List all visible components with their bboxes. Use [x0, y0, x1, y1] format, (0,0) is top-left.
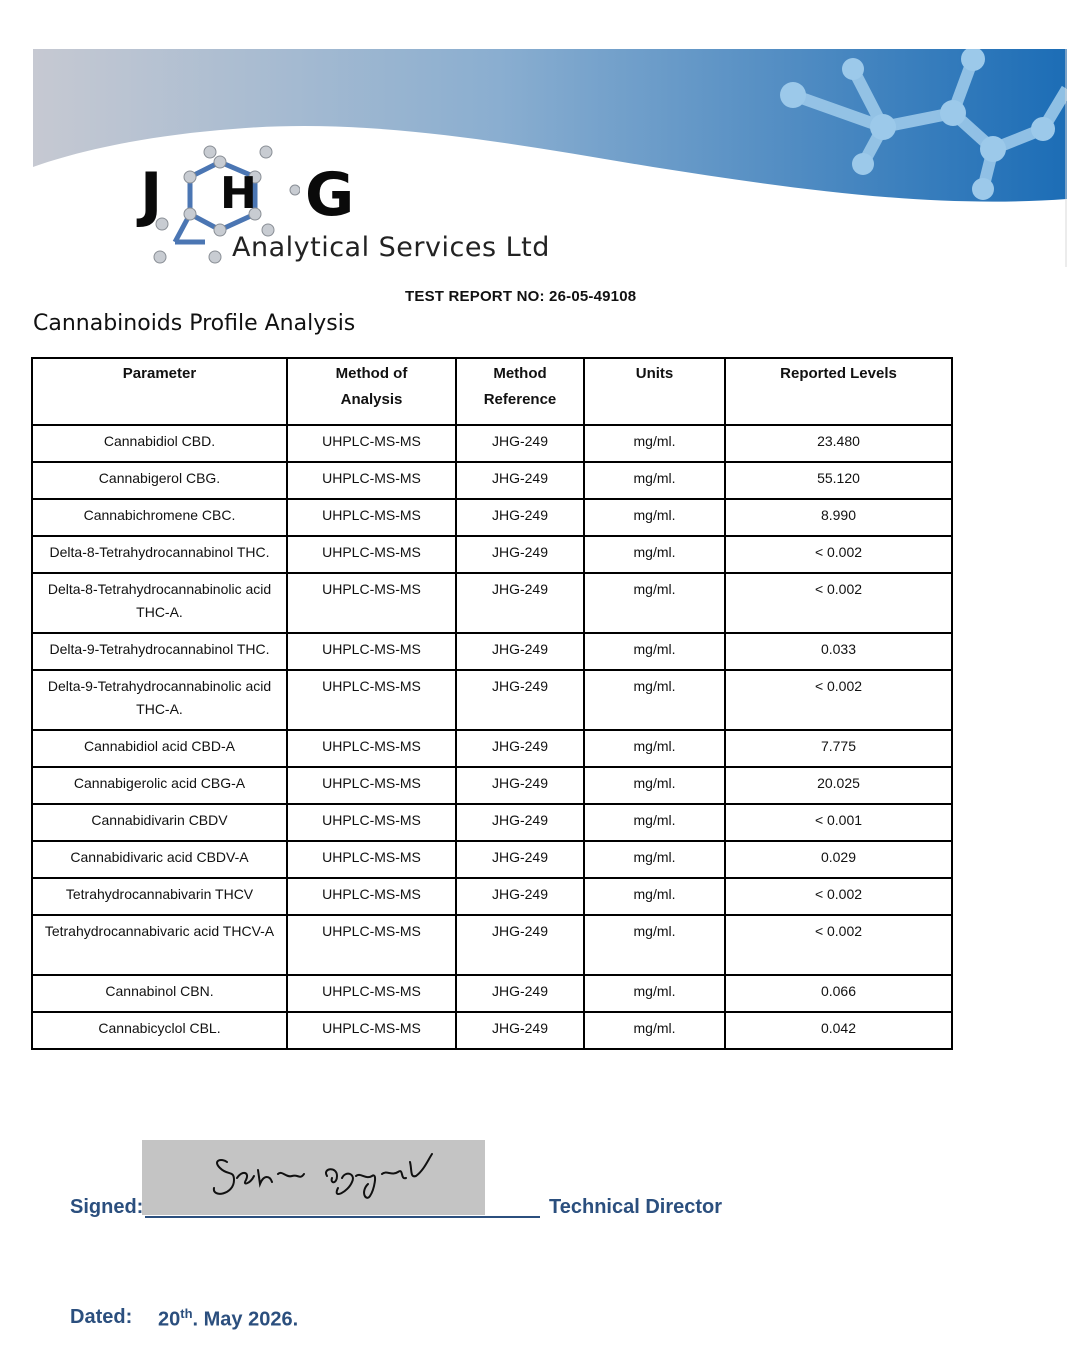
table-row: [32, 878, 952, 915]
report-number: TEST REPORT NO: 26-05-49108: [405, 288, 637, 305]
table-row: [32, 499, 952, 536]
cell-parameter: Cannabigerol CBG.: [32, 462, 287, 499]
table-row: [32, 633, 952, 670]
cell-level: < 0.001: [725, 804, 952, 841]
cell-reference: JHG-249: [456, 670, 584, 730]
table-row: [32, 1012, 952, 1049]
cell-level: < 0.002: [725, 536, 952, 573]
cell-reference: JHG-249: [456, 841, 584, 878]
cell-method: UHPLC-MS-MS: [287, 1012, 456, 1049]
header-method: [287, 358, 456, 425]
page-title: Cannabinoids Profile Analysis: [33, 311, 356, 336]
logo-letter-h: H: [220, 168, 257, 219]
cell-level: 23.480: [725, 425, 952, 462]
cell-units: mg/ml.: [584, 767, 725, 804]
cell-level: 0.033: [725, 633, 952, 670]
cell-parameter: Cannabidivarin CBDV: [32, 804, 287, 841]
cell-method: UHPLC-MS-MS: [287, 462, 456, 499]
cell-level: < 0.002: [725, 670, 952, 730]
table-row: [32, 425, 952, 462]
table-row: [32, 573, 952, 633]
logo-subtitle: Analytical Services Ltd: [232, 232, 550, 263]
cell-reference: JHG-249: [456, 767, 584, 804]
cell-method: UHPLC-MS-MS: [287, 804, 456, 841]
cell-parameter: Cannabinol CBN.: [32, 975, 287, 1012]
table-header-row: [32, 358, 952, 425]
cell-reference: JHG-249: [456, 730, 584, 767]
cell-level: 8.990: [725, 499, 952, 536]
dated-label: Dated:: [70, 1306, 133, 1328]
cell-parameter: Tetrahydrocannabivarin THCV: [32, 878, 287, 915]
cell-level: 55.120: [725, 462, 952, 499]
logo-letter-j: J: [140, 160, 163, 230]
header-reference-line2: Reference: [483, 391, 557, 408]
cell-parameter: Cannabidivaric acid CBDV-A: [32, 841, 287, 878]
cell-units: mg/ml.: [584, 425, 725, 462]
cell-level: < 0.002: [725, 915, 952, 975]
table-row: [32, 915, 952, 975]
cell-reference: JHG-249: [456, 462, 584, 499]
header-levels: Reported Levels: [725, 358, 952, 425]
cell-method: UHPLC-MS-MS: [287, 730, 456, 767]
header-parameter: Parameter: [32, 358, 287, 425]
cell-level: 7.775: [725, 730, 952, 767]
cell-method: UHPLC-MS-MS: [287, 499, 456, 536]
cell-parameter: Delta-9-Tetrahydrocannabinol THC.: [32, 633, 287, 670]
cell-units: mg/ml.: [584, 804, 725, 841]
cell-parameter: Delta-8-Tetrahydrocannabinolic acid THC-A.: [32, 573, 287, 633]
cell-method: UHPLC-MS-MS: [287, 915, 456, 975]
cell-parameter: Delta-8-Tetrahydrocannabinol THC.: [32, 536, 287, 573]
table-row: [32, 730, 952, 767]
cell-units: mg/ml.: [584, 841, 725, 878]
table-row: [32, 841, 952, 878]
cell-units: mg/ml.: [584, 633, 725, 670]
cell-units: mg/ml.: [584, 975, 725, 1012]
cell-parameter: Cannabichromene CBC.: [32, 499, 287, 536]
cell-reference: JHG-249: [456, 804, 584, 841]
header-reference-line1: Method: [493, 365, 547, 382]
table-row: [32, 670, 952, 730]
cell-method: UHPLC-MS-MS: [287, 633, 456, 670]
cell-units: mg/ml.: [584, 462, 725, 499]
dated-value: [158, 1306, 298, 1332]
cell-reference: JHG-249: [456, 425, 584, 462]
cell-parameter: Tetrahydrocannabivaric acid THCV-A: [32, 915, 287, 975]
cell-reference: JHG-249: [456, 536, 584, 573]
cell-units: mg/ml.: [584, 730, 725, 767]
cell-level: < 0.002: [725, 878, 952, 915]
table-row: [32, 536, 952, 573]
dated-suffix: th: [180, 1306, 193, 1321]
cell-units: mg/ml.: [584, 670, 725, 730]
cell-method: UHPLC-MS-MS: [287, 425, 456, 462]
cell-method: UHPLC-MS-MS: [287, 841, 456, 878]
cell-level: 20.025: [725, 767, 952, 804]
cell-method: UHPLC-MS-MS: [287, 975, 456, 1012]
cell-parameter: Cannabidiol CBD.: [32, 425, 287, 462]
cell-reference: JHG-249: [456, 975, 584, 1012]
cell-reference: JHG-249: [456, 573, 584, 633]
table-row: [32, 975, 952, 1012]
cell-parameter: Cannabidiol acid CBD-A: [32, 730, 287, 767]
cell-parameter: Cannabicyclol CBL.: [32, 1012, 287, 1049]
header-method-line1: Method of: [335, 365, 408, 382]
table-row: [32, 462, 952, 499]
cell-units: mg/ml.: [584, 1012, 725, 1049]
cell-level: 0.066: [725, 975, 952, 1012]
cell-parameter: Delta-9-Tetrahydrocannabinolic acid THC-A.: [32, 670, 287, 730]
cell-reference: JHG-249: [456, 878, 584, 915]
cell-reference: JHG-249: [456, 499, 584, 536]
signature-image: [142, 1140, 485, 1215]
cell-units: mg/ml.: [584, 878, 725, 915]
signatory-role: Technical Director: [549, 1196, 723, 1218]
cell-method: UHPLC-MS-MS: [287, 878, 456, 915]
cell-reference: JHG-249: [456, 1012, 584, 1049]
cell-reference: JHG-249: [456, 915, 584, 975]
cell-units: mg/ml.: [584, 573, 725, 633]
header-reference: [456, 358, 584, 425]
results-table: [31, 357, 953, 1050]
table-row: [32, 804, 952, 841]
cell-reference: JHG-249: [456, 633, 584, 670]
logo-letter-g: G: [305, 160, 355, 230]
cell-level: 0.042: [725, 1012, 952, 1049]
header-units: Units: [584, 358, 725, 425]
header-method-line2: Analysis: [340, 391, 403, 408]
cell-method: UHPLC-MS-MS: [287, 767, 456, 804]
signature-line: [145, 1216, 540, 1218]
signed-label: Signed:: [70, 1196, 144, 1218]
cell-level: < 0.002: [725, 573, 952, 633]
cell-method: UHPLC-MS-MS: [287, 573, 456, 633]
cell-level: 0.029: [725, 841, 952, 878]
cell-units: mg/ml.: [584, 499, 725, 536]
cell-method: UHPLC-MS-MS: [287, 670, 456, 730]
cell-parameter: Cannabigerolic acid CBG-A: [32, 767, 287, 804]
cell-method: UHPLC-MS-MS: [287, 536, 456, 573]
cell-units: mg/ml.: [584, 915, 725, 975]
table-row: [32, 767, 952, 804]
cell-units: mg/ml.: [584, 536, 725, 573]
dated-rest: . May 2026.: [192, 1308, 299, 1331]
dated-day: 20: [158, 1308, 181, 1331]
